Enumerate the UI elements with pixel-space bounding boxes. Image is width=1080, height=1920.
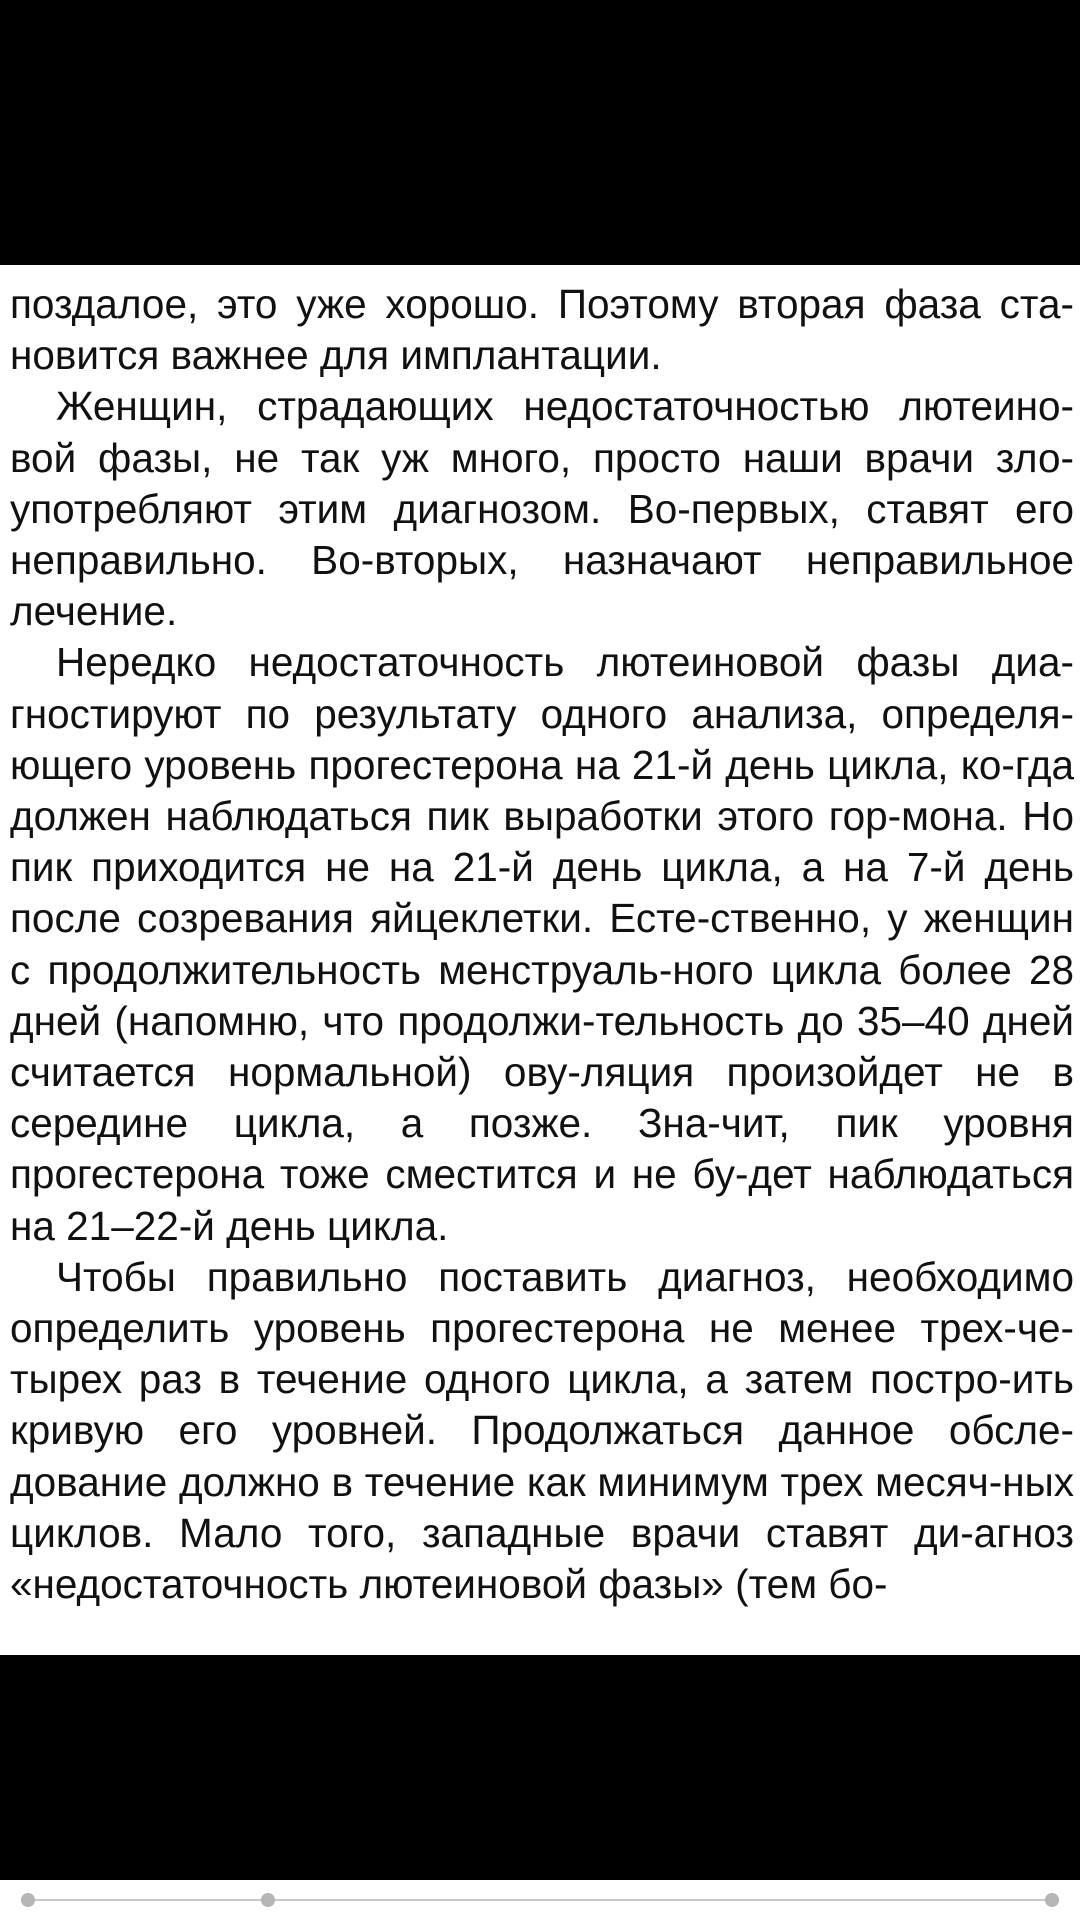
book-page[interactable] (0, 265, 1080, 1655)
paragraph-1: поздалое, это уже хорошо. Поэтому вторая фаза ста-новится важнее для имплантации. (10, 281, 1074, 379)
paragraph-2: Женщин, страдающих недостаточностью лютеино-вой фазы, не так уж много, просто наши врачи зло-употребляют этим диагнозом. Во-первых, ставят его неправильно. Во-вторых, назначают неправильное лечение. (10, 383, 1074, 635)
progress-end-marker[interactable] (21, 1893, 35, 1907)
progress-end-marker[interactable] (1045, 1893, 1059, 1907)
bottom-margin[interactable] (0, 1655, 1080, 1880)
paragraph-4: Чтобы правильно поставить диагноз, необходимо определить уровень прогестерона не менее трех-че-тырех раз в течение одного цикла, а затем постро-ить кривую его уровней. Продолжаться данное обсле-дование должно в течение как минимум трех месяч-ных циклов. Мало того, западные врачи ставят ди-агноз «недостаточность лютеиновой фазы» (тем бо- (10, 1253, 1074, 1608)
progress-track[interactable] (28, 1899, 1052, 1901)
page-text (10, 279, 1074, 1610)
paragraph-3: Нередко недостаточность лютеиновой фазы диа-гностируют по результату одного анализа, определя-ющего уровень прогестерона на 21-й день цикла, ко-гда должен наблюдаться пик выработки этого гор-мона. Но пик приходится не на 21-й день цикла, а на 7-й день после созревания яйцеклетки. Есте-ственно, у женщин с продолжительность менструаль-ного цикла более 28 дней (напомню, что продолжи-тельность до 35–40 дней считается нормальной) ову-ляция произойдет не в середине цикла, а позже. Зна-чит, пик уровня прогестерона тоже сместится и не бу-дет наблюдаться на 21–22-й день цикла. (10, 639, 1074, 1249)
reading-progress-bar[interactable] (0, 1880, 1080, 1920)
progress-current-marker[interactable] (261, 1893, 275, 1907)
top-margin[interactable] (0, 0, 1080, 265)
